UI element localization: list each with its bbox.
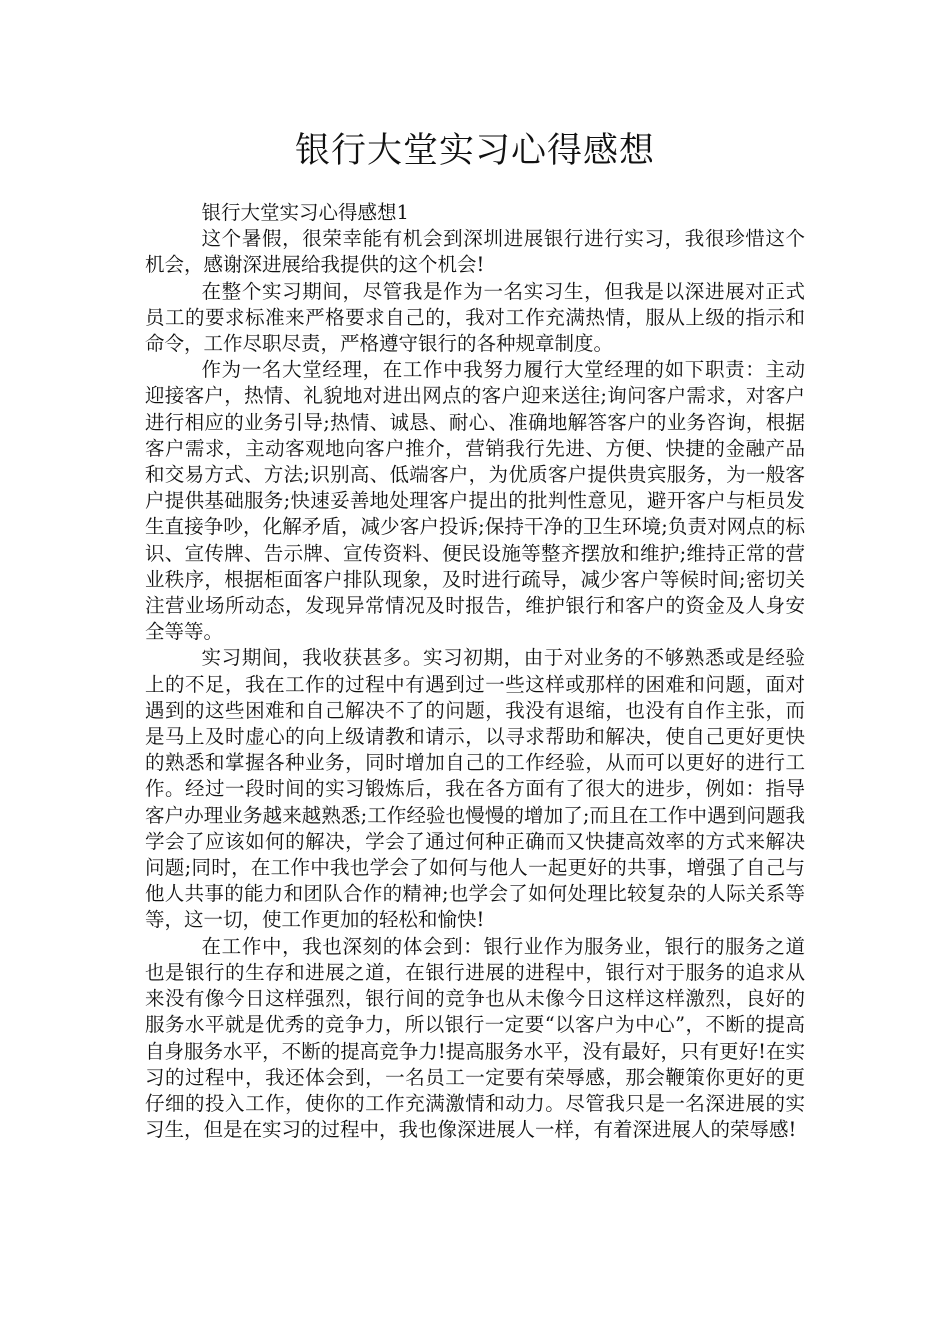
- paragraph-attitude: 在整个实习期间，尽管我是作为一名实习生，但我是以深进展对正式员工的要求标准来严格要求自己的，我对工作充满热情，服从上级的指示和命令，工作尽职尽责，严格遵守银行的各种规章制度。: [145, 279, 805, 356]
- section-heading: 银行大堂实习心得感想1: [201, 201, 409, 224]
- paragraph-reflection: 在工作中，我也深刻的体会到：银行业作为服务业，银行的服务之道也是银行的生存和进展之道，在银行进展的进程中，银行对于服务的追求从来没有像今日这样强烈，银行间的竞争也从未像今日这样这样激烈，良好的服务水平就是优秀的竞争力，所以银行一定要“以客户为中心”，不断的提高自身服务水平，不断的提高竞争力!提高服务水平，没有最好，只有更好!在实习的过程中，我还体会到，一名员工一定要有荣辱感，那会鞭策你更好的更仔细的投入工作，使你的工作充满激情和动力。尽管我只是一名深进展的实习生，但是在实习的过程中，我也像深进展人一样，有着深进展人的荣辱感!: [145, 934, 805, 1142]
- paragraph-intro: 这个暑假，很荣幸能有机会到深圳进展银行进行实习，我很珍惜这个机会，感谢深进展给我提供的这个机会!: [145, 227, 805, 277]
- paragraph-gains: 实习期间，我收获甚多。实习初期，由于对业务的不够熟悉或是经验上的不足，我在工作的过程中有遇到过一些这样或那样的困难和问题，面对遇到的这些困难和自己解决不了的问题，我没有退缩，也没有自作主张，而是马上及时虚心的向上级请教和请示，以寻求帮助和解决，使自己更好更快的熟悉和掌握各种业务，同时增加自己的工作经验，从而可以更好的进行工作。经过一段时间的实习锻炼后，我在各方面有了很大的进步，例如：指导客户办理业务越来越熟悉;工作经验也慢慢的增加了;而且在工作中遇到问题我学会了应该如何的解决，学会了通过何种正确而又快捷高效率的方式来解决问题;同时，在工作中我也学会了如何与他人一起更好的共事，增强了自己与他人共事的能力和团队合作的精神;也学会了如何处理比较复杂的人际关系等等，这一切，使工作更加的轻松和愉快!: [145, 646, 805, 932]
- document-title: 银行大堂实习心得感想: [294, 131, 655, 171]
- paragraph-duties: 作为一名大堂经理，在工作中我努力履行大堂经理的如下职责：主动迎接客户，热情、礼貌地对进出网点的客户迎来送往;询问客户需求，对客户进行相应的业务引导;热情、诚恳、耐心、准确地解答客户的业务咨询，根据客户需求，主动客观地向客户推介，营销我行先进、方便、快捷的金融产品和交易方式、方法;识别高、低端客户，为优质客户提供贵宾服务，为一般客户提供基础服务;快速妥善地处理客户提出的批判性意见，避开客户与柜员发生直接争吵，化解矛盾，减少客户投诉;保持干净的卫生环境;负责对网点的标识、宣传牌、告示牌、宣传资料、便民设施等整齐摆放和维护;维持正常的营业秩序，根据柜面客户排队现象，及时进行疏导，减少客户等候时间;密切关注营业场所动态，发现异常情况及时报告，维护银行和客户的资金及人身安全等等。: [145, 358, 805, 644]
- document-body: [145, 200, 805, 1143]
